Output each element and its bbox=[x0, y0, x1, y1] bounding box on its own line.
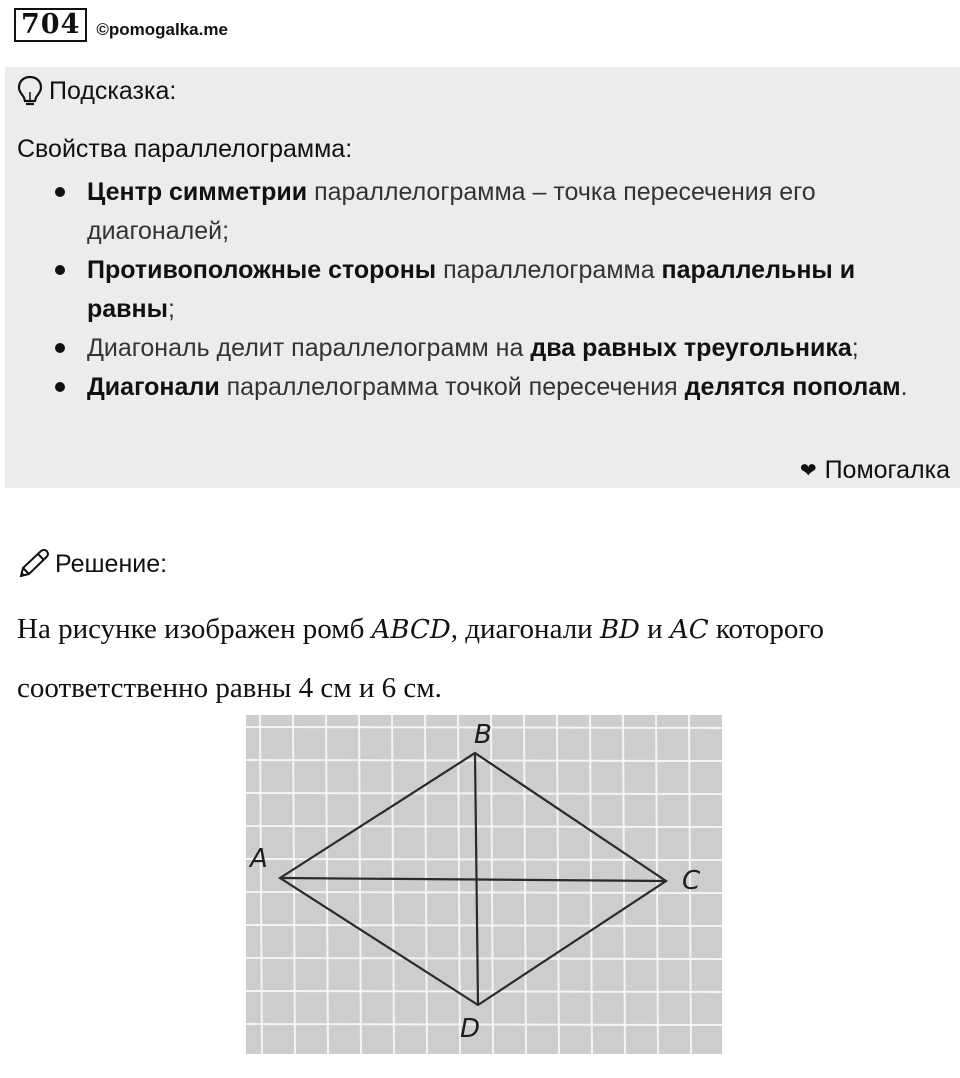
math-abcd: ABCD bbox=[371, 615, 451, 645]
brand-signature bbox=[800, 456, 950, 485]
vertex-label-d: D bbox=[460, 1014, 481, 1044]
heart-icon: ❤ bbox=[799, 460, 817, 482]
vertex-label-b: B bbox=[474, 720, 492, 750]
task-header bbox=[14, 8, 228, 42]
math-ac: AC bbox=[669, 615, 709, 645]
grid-line-horizontal bbox=[246, 958, 722, 959]
solution-text: На рисунке изображен ромб ABCD, диагонали BD и AC которого соответственно равны 4 см и 6 см. bbox=[17, 613, 825, 704]
grid-line-horizontal bbox=[246, 925, 722, 926]
grid-line-horizontal bbox=[246, 1024, 722, 1025]
rhombus-figure bbox=[246, 715, 722, 1054]
grid-line-horizontal bbox=[246, 859, 722, 860]
solution-title-row bbox=[17, 548, 167, 580]
grid-line-horizontal bbox=[246, 991, 722, 992]
brand-name: Помогалка bbox=[824, 456, 950, 484]
properties-title: Свойства параллелограмма: bbox=[17, 135, 353, 163]
math-bd: BD bbox=[599, 615, 640, 645]
hint-title-row bbox=[17, 75, 176, 107]
vertex-label-a: A bbox=[250, 844, 268, 874]
grid-line-horizontal bbox=[246, 793, 722, 794]
vertex-label-c: C bbox=[682, 866, 701, 896]
property-item: Противоположные стороны параллелограмма параллельны и равны; bbox=[55, 251, 945, 329]
properties-list bbox=[55, 173, 945, 407]
hint-panel bbox=[5, 67, 960, 488]
task-number: 704 bbox=[14, 8, 87, 42]
grid-line-horizontal bbox=[246, 826, 722, 827]
site-credit: ©pomogalka.me bbox=[96, 20, 228, 39]
pencil-icon bbox=[17, 548, 51, 580]
hint-title: Подсказка: bbox=[49, 76, 177, 105]
property-item: Диагональ делит параллелограмм на два равных треугольника; bbox=[55, 329, 945, 368]
property-item: Центр симметрии параллелограмма – точка пересечения его диагоналей; bbox=[55, 173, 945, 251]
solution-title: Решение: bbox=[55, 549, 168, 578]
graph-paper bbox=[246, 715, 722, 1054]
lightbulb-icon bbox=[17, 75, 43, 107]
property-item: Диагонали параллелограмма точкой пересечения делятся пополам. bbox=[55, 368, 945, 407]
